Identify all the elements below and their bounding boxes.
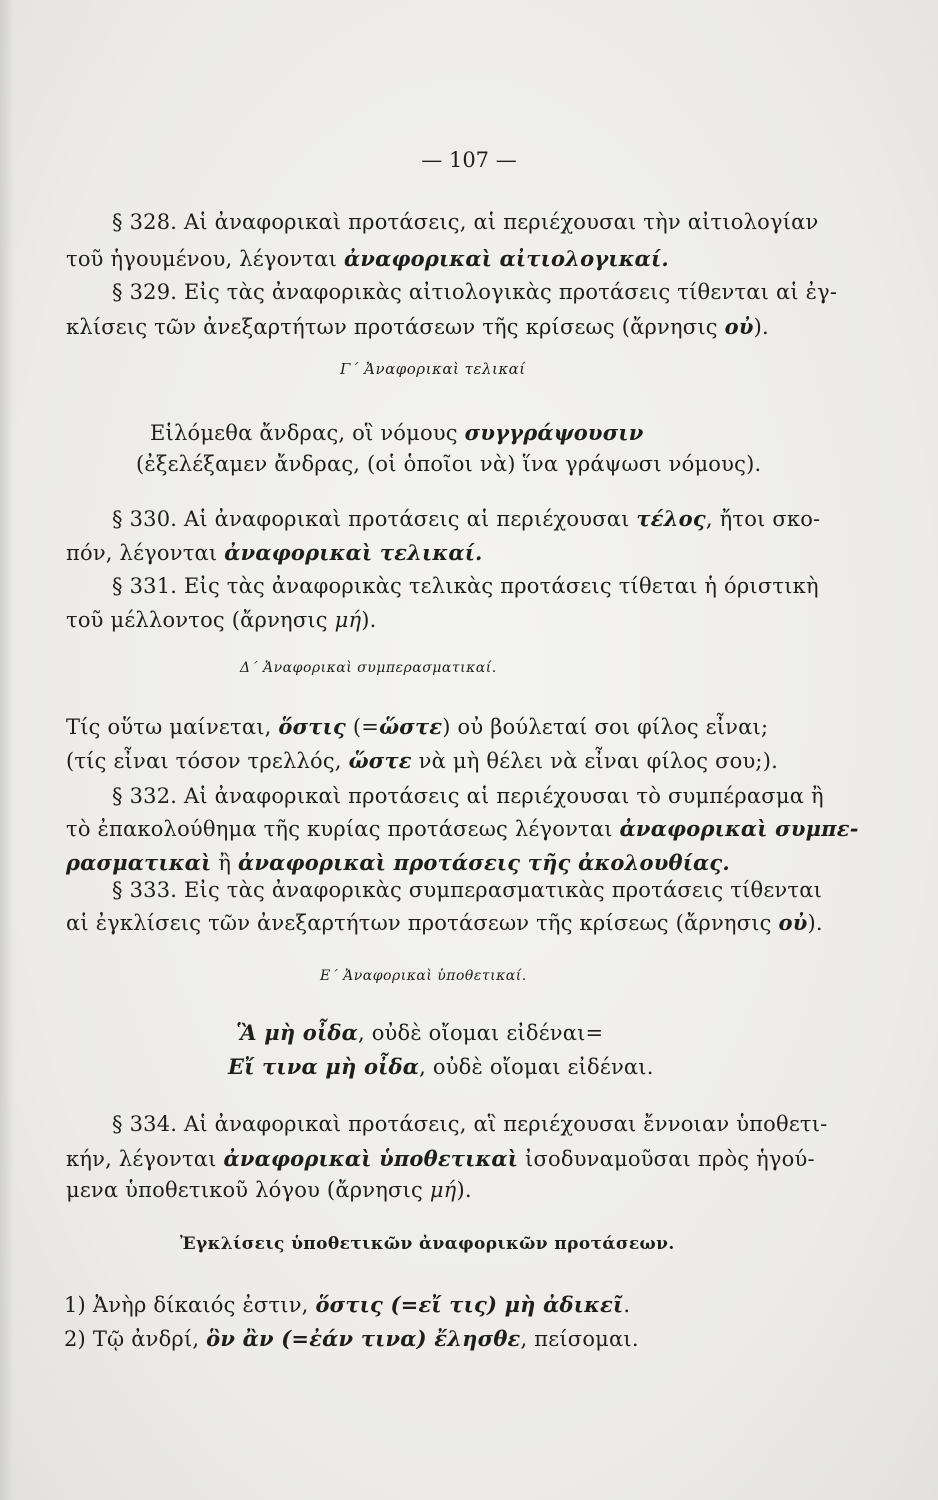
p332-term: ἀναφορικαὶ συμπε- (619, 816, 859, 841)
p334-line1: § 334. Αἱ ἀναφορικαὶ προτάσεις, αἳ περιέχουσαι ἔννοιαν ὑποθετι- (112, 1112, 828, 1136)
p329-line1: § 329. Εἰς τὰς ἀναφορικὰς αἰτιολογικὰς προτάσεις τίθενται αἱ ἐγ- (112, 280, 838, 304)
example-d2-end: νὰ μὴ θέλει νὰ εἶναι φίλος σου;). (411, 749, 778, 773)
p332-line2-text: τὸ ἐπακολούθημα τῆς κυρίας προτάσεως λέγονται (66, 817, 620, 841)
p334-line3 (66, 1178, 472, 1202)
p331-line1: § 331. Εἰς τὰς ἀναφορικὰς τελικὰς προτάσεις τίθεται ἡ όριστικὴ (112, 574, 819, 598)
p334-line3-end: ). (456, 1178, 472, 1202)
section-heading-moods: Ἐγκλίσεις ὑποθετικῶν ἀναφορικῶν προτάσεων. (180, 1234, 675, 1254)
p332-line2 (66, 816, 859, 841)
p330-term: ἀναφορικαὶ τελικαί. (224, 540, 483, 565)
p331-line2-text: τοῦ μέλλοντος (ἄρνησις (66, 608, 335, 632)
example-g-text: Εἱλόμεθα ἄνδρας, οἳ νόμους (150, 421, 465, 445)
p331-negation: μή (334, 608, 362, 632)
example-d-line1 (66, 714, 768, 739)
example-g-line1 (150, 420, 644, 445)
section-heading-d: Δ΄ Ἀναφορικαὶ συμπερασματικαί. (240, 660, 497, 676)
example-moods2-text: 2) Τῷ ἀνδρί, (64, 1327, 207, 1351)
p330-line2 (66, 540, 483, 565)
p334-line2 (66, 1146, 815, 1171)
example-d-paren: (= (345, 715, 380, 739)
p333-line1: § 333. Εἰς τὰς ἀναφορικὰς συμπερασματικὰς προτάσεις τίθενται (112, 878, 823, 902)
p333-line2-end: ). (807, 911, 823, 935)
p332-line1: § 332. Αἱ ἀναφορικαὶ προτάσεις αἱ περιέχουσαι τὸ συμπέρασμα ἢ (112, 784, 824, 808)
p330-line1-end: , ἤτοι σκο- (705, 507, 821, 531)
p334-line3-text: μενα ὑποθετικοῦ λόγου (ἄρνησις (66, 1178, 430, 1202)
example-d-hoste: ὥστε (379, 714, 443, 739)
p334-negation: μή (429, 1178, 457, 1202)
example-moods1-end: . (623, 1293, 631, 1317)
example-d-line2 (66, 748, 778, 773)
example-d2-hoste: ὥστε (348, 748, 412, 773)
example-moods-line2 (64, 1326, 639, 1351)
example-e2-clause: Εἴ τινα μὴ οἶδα (228, 1054, 420, 1079)
example-moods2-clause: ὃν ἂν (=ἐάν τινα) ἔλησθε (206, 1326, 521, 1351)
p334-line2-text: κήν, λέγονται (66, 1147, 224, 1171)
example-moods-line1 (64, 1292, 630, 1317)
p329-negation: οὐ (724, 314, 754, 339)
example-moods1-clause: ὅστις (=εἴ τις) μὴ ἀδικεῖ (315, 1292, 624, 1317)
p330-term-telos: τέλος (636, 506, 706, 531)
p333-line2 (66, 910, 823, 935)
example-d-hostis: ὅστις (278, 714, 346, 739)
p333-negation: οὐ (778, 910, 808, 935)
p331-line2-end: ). (361, 608, 377, 632)
p330-line1-text: § 330. Αἱ ἀναφορικαὶ προτάσεις αἱ περιέχουσαι (112, 507, 637, 531)
p329-line2 (66, 314, 769, 339)
example-moods1-text: 1) Ἀνὴρ δίκαιός ἐστιν, (64, 1293, 316, 1317)
p332-term-cont: ρασματικαὶ (66, 850, 212, 875)
p334-line2-end: ἰσοδυναμοῦσαι πρὸς ἡγού- (518, 1147, 815, 1171)
p328-line2-text: τοῦ ἡγουμένου, λέγονται (66, 247, 344, 271)
p328-term: ἀναφορικαὶ αἰτιολογικαί. (343, 246, 669, 271)
example-d-end: ) οὐ βούλεταί σοι φίλος εἶναι; (442, 715, 769, 739)
p329-line2-text: κλίσεις τῶν ἀνεξαρτήτων προτάσεων τῆς κρίσεως (ἄρνησις (66, 315, 725, 339)
p330-line2-text: πόν, λέγονται (66, 541, 225, 565)
section-heading-e: Ε΄ Ἀναφορικαὶ ὑποθετικαί. (320, 968, 527, 984)
example-e-clause: Ἃ μὴ οἶδα (236, 1020, 358, 1045)
p328-line2 (66, 246, 669, 271)
example-moods2-end: , πείσομαι. (520, 1327, 639, 1351)
example-e2-text: , οὐδὲ οἴομαι εἰδέναι. (419, 1055, 654, 1079)
example-e-line1 (236, 1020, 603, 1045)
p329-line2-end: ). (753, 315, 769, 339)
section-heading-g: Γ΄ Ἀναφορικαὶ τελικαί (340, 360, 526, 378)
p334-term: ἀναφορικαὶ ὑποθετικαὶ (223, 1146, 519, 1171)
example-e-text: , οὐδὲ οἴομαι εἰδέναι= (357, 1021, 604, 1045)
example-g-line2: (ἐξελέξαμεν ἄνδρας, (οἱ ὁποῖοι νὰ) ἵνα γράψωσι νόμους). (136, 452, 762, 476)
example-g-verb: συγγράψουσιν (464, 420, 644, 445)
p332-term2: ἀναφορικαὶ προτάσεις τῆς ἀκολουθίας. (238, 850, 730, 875)
example-d-text: Τίς οὕτω μαίνεται, (66, 715, 279, 739)
page-edge-shadow (0, 0, 14, 1500)
p332-or: ἢ (211, 851, 239, 875)
p333-line2-text: αἱ ἐγκλίσεις τῶν ἀνεξαρτήτων προτάσεων τῆς κρίσεως (ἄρνησις (66, 911, 779, 935)
p328-line1: § 328. Αἱ ἀναφορικαὶ προτάσεις, αἱ περιέχουσαι τὴν αἰτιολογίαν (112, 210, 819, 234)
example-d2-text: (τίς εἶναι τόσον τρελλός, (66, 749, 349, 773)
example-e-line2 (228, 1054, 654, 1079)
page-number: — 107 — (421, 148, 517, 172)
p332-line3 (66, 850, 730, 875)
p331-line2 (66, 608, 377, 632)
p330-line1 (112, 506, 820, 531)
